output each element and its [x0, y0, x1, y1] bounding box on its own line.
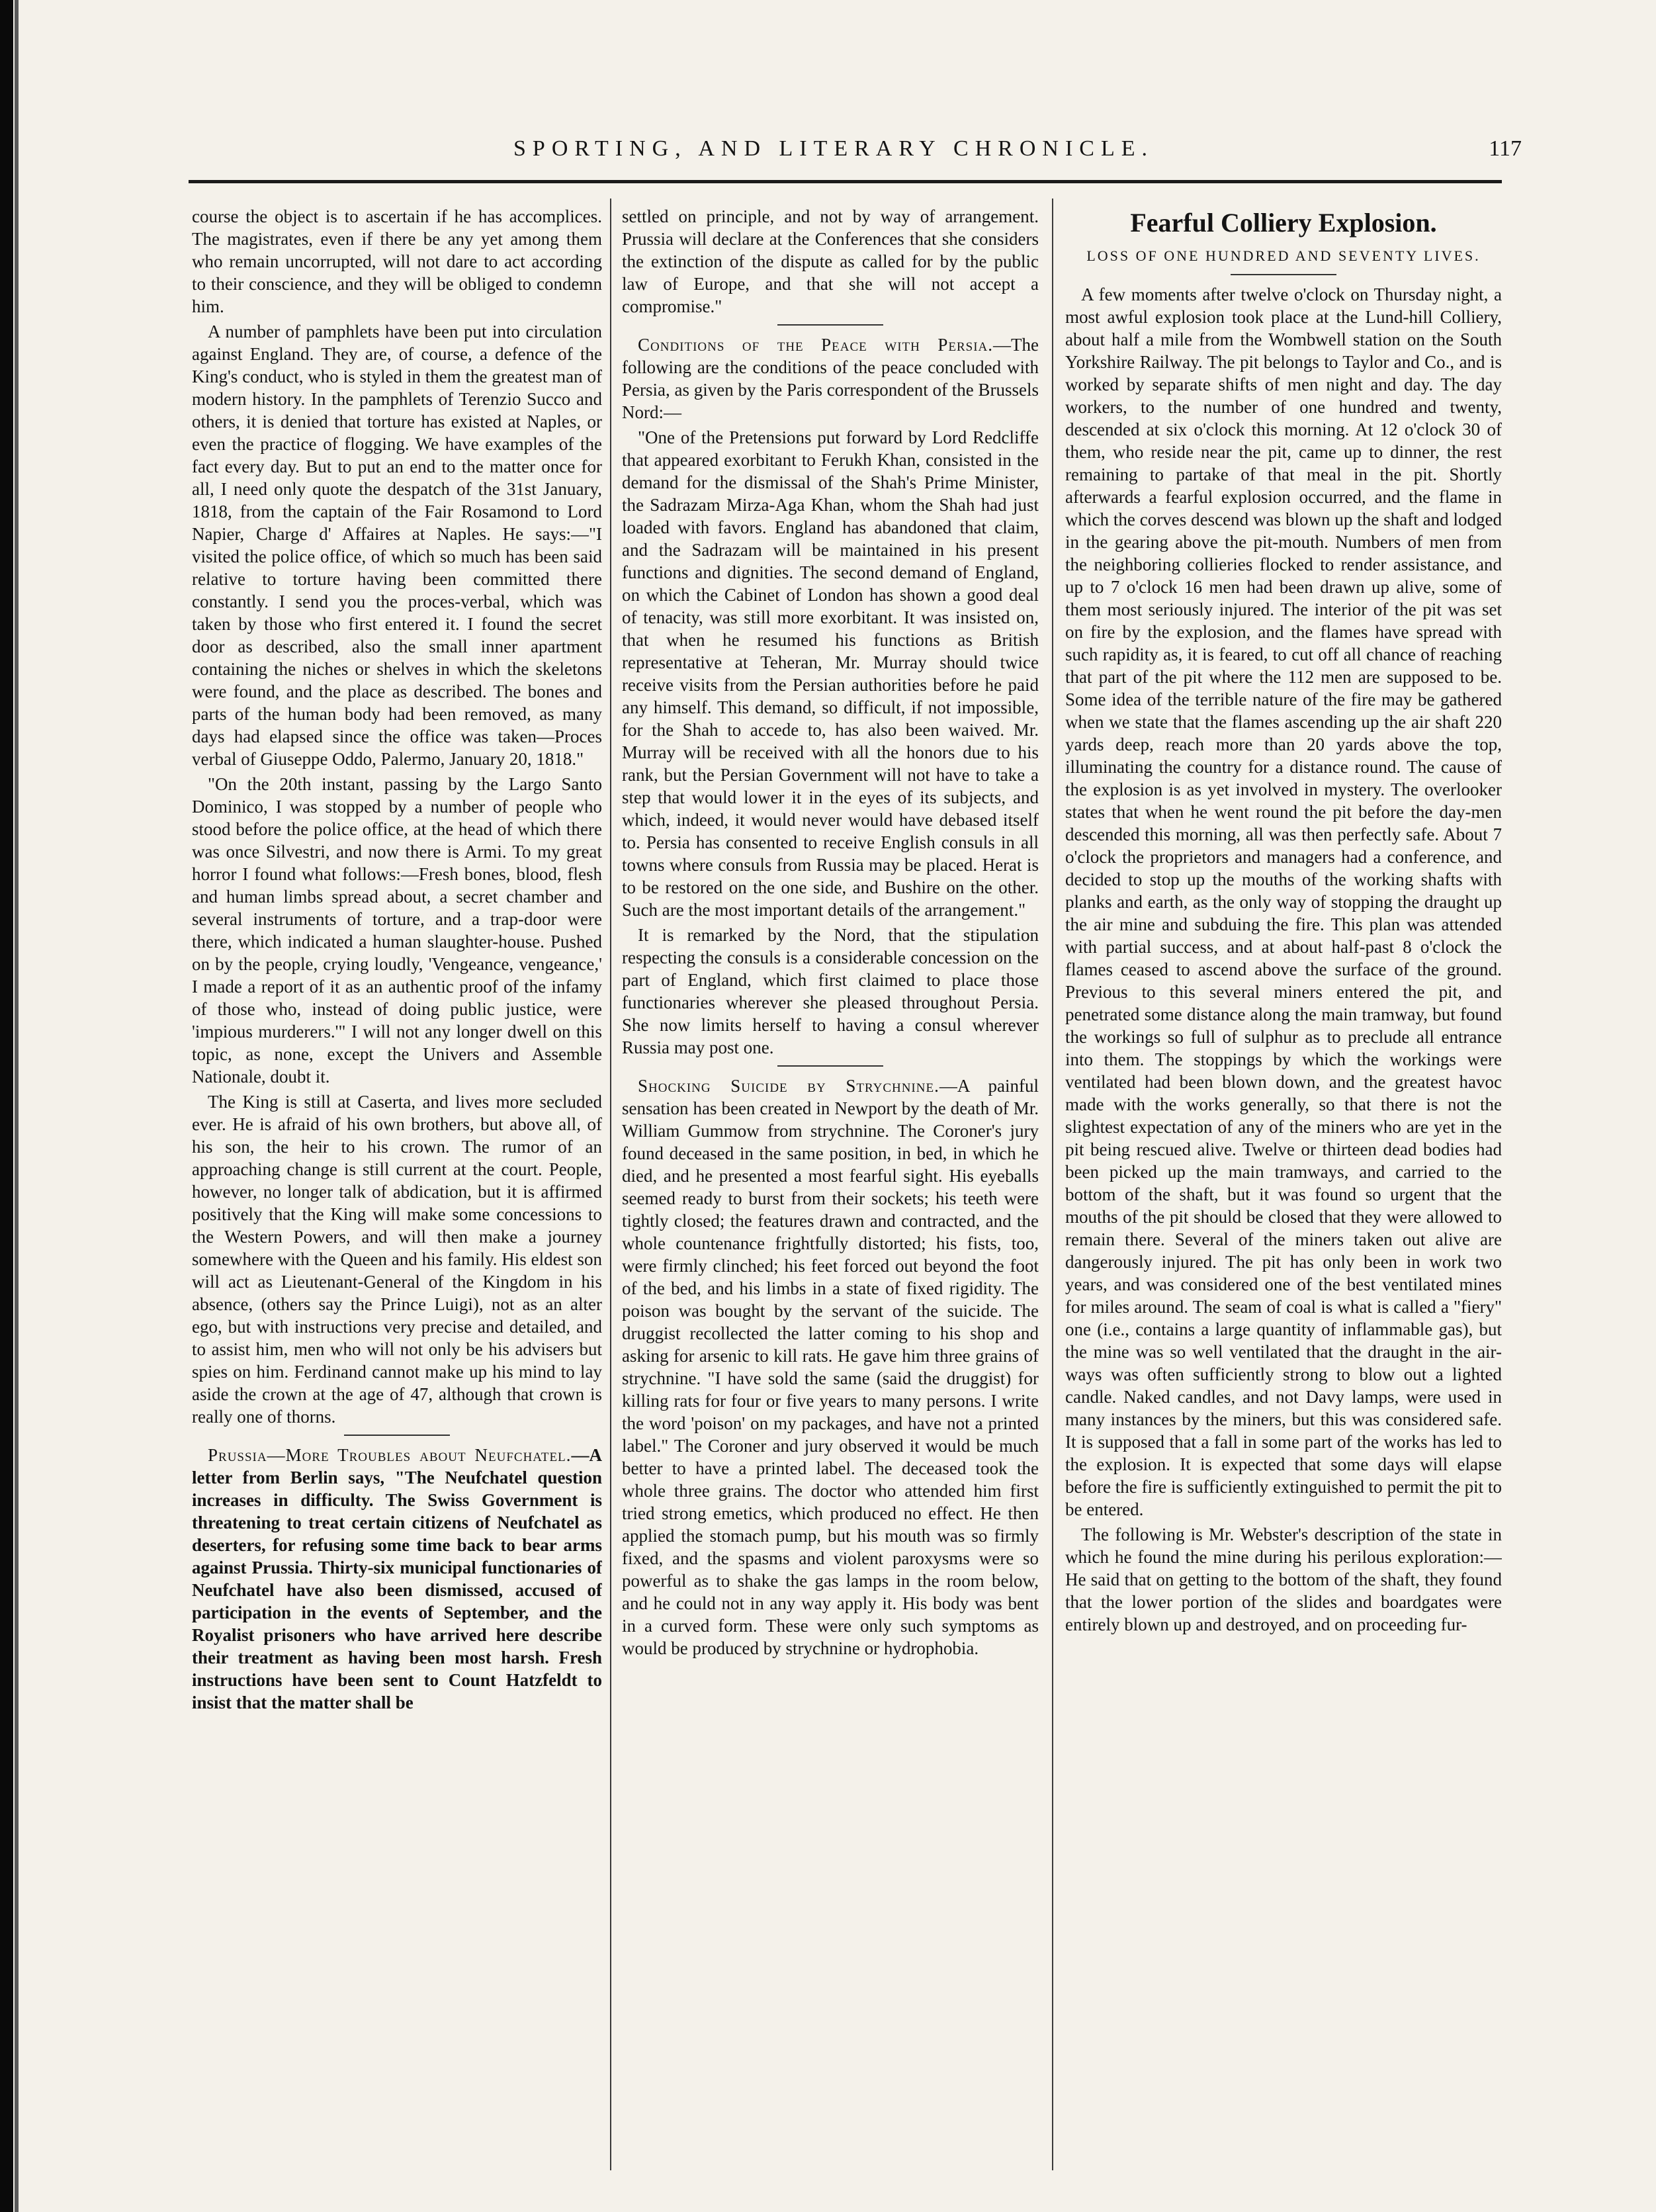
col1-paragraph-prussia [192, 1444, 602, 1714]
column-2 [622, 205, 1039, 2164]
col3-paragraph-1: A few moments after twelve o'clock on Thursday night, a most awful explosion took place at the Lund-hill Colliery, about half a mile from the Wombwell station on the South Yorkshire Railway. The pit belongs to Taylor and Co., and is worked by separate shifts of men night and day. The day workers, to the number of one hundred and twenty, descended at six o'clock this morning. At 12 o'clock 30 of them, who reside near the pit, came up to dinner, the rest remaining to partake of that meal in the pit. Shortly afterwards a fearful explosion occurred, and the flame in which the corves descend was blown up the shaft and lodged in the gearing above the pit-mouth. Numbers of men from the neighboring collieries flocked to render assistance, and up to 7 o'clock 16 men had been drawn up alive, some of them most seriously injured. The interior of the pit was set on fire by the explosion, and the flames have spread with such rapidity as, it is feared, to cut off all chance of reaching that part of the pit where the 112 men are supposed to be. Some idea of the terrible nature of the fire may be gathered when we state that the flames ascending up the air shaft 220 yards deep, reach more than 20 yards above the top, illuminating the country for a distance round. The cause of the explosion is as yet involved in mystery. The overlooker states that when he went round the pit before the day-men descended this morning, all was then perfectly safe. About 7 o'clock the proprietors and managers had a conference, and decided to stop up the mouths of the working shafts with planks and earth, as the only way of stopping the draught up the air mine and subduing the fire. This plan was attended with partial success, and at about half-past 8 o'clock the flames ceased to ascend above the surface of the ground. Previous to this several miners entered the pit, and penetrated some distance along the main tramway, but found the workings so full of sulphur as to preclude all entrance into them. The stoppings by which the workings were ventilated had been blown down, and the greatest havoc made with the works generally, so that there is not the slightest expectation of any of the miners who are yet in the pit being rescued alive. Twelve or thirteen dead bodies had been picked up the main tramways, and carried to the bottom of the shaft, but it was found so urgent that the mouths of the pit should be closed that they were allowed to remain there. Several of the miners taken out alive are dangerously injured. The pit has only been in work two years, and was considered one of the best ventilated mines for miles around. The seam of coal is what is called a "fiery" one (i.e., contains a large quantity of inflammable gas), but the mine was so well ventilated that the draught in the air-ways was often sufficiently strong to blow out a lighted candle. Naked candles, and not Davy lamps, were used in many instances by the miners, but this was considered safe. It is supposed that a fall in some part of the works has led to the explosion. It is expected that some days will elapse before the fire is sufficiently extinguished to permit the pit to be entered. [1065, 285, 1502, 1519]
section-separator [1231, 274, 1336, 275]
section-separator [777, 324, 883, 326]
col1-paragraph-4: The King is still at Caserta, and lives more secluded ever. He is afraid of his own brothers, but above all, of his son, the heir to his crown. The rumor of an approaching change is still current at the court. People, however, no longer talk of abdication, but it is affirmed positively that the King will make some concessions to the Western Powers, and will then make a journey somewhere with the Queen and his family. His eldest son will act as Lieutenant-General of the Kingdom in his absence, (others say the Prince Luigi), not as an alter ego, but with instructions very precise and detailed, and to assist him, men who will not only be his advisers but spies on him. Ferdinand cannot make up his mind to lay aside the crown at the age of 47, although that crown is really one of thorns. [192, 1092, 602, 1427]
col1-paragraph-2: A number of pamphlets have been put into circulation against England. They are, of course, a defence of the King's conduct, who is styled in them the greatest man of modern history. In the pamphlets of Terenzio Succo and others, it is denied that torture has existed at Naples, or even the practice of flogging. We have examples of the fact every day. But to put an end to the matter once for all, I need only quote the despatch of the 31st January, 1818, from the captain of the Fair Rosamond to Lord Napier, Charge d' Affaires at Naples. He says:—"I visited the police office, of which so much has been said relative to torture having been committed there constantly. I send you the proces-verbal, which was taken by those who first entered it. I found the secret door as described, also the small inner apartment containing the niches or shelves in which the skeletons were found, and the place as described. The bones and parts of the human body had been removed, as many days had elapsed since the office was taken—Proces verbal of Giuseppe Oddo, Palermo, January 20, 1818." [192, 322, 602, 769]
persia-heading: Conditions of the Peace with Persia. [638, 335, 994, 355]
col1-paragraph-3: "On the 20th instant, passing by the Largo Santo Dominico, I was stopped by a number of people who stood before the police office, at the head of which there was once Silvestri, and now there is Armi. To my great horror I found what follows:—Fresh bones, blood, flesh and human limbs spread about, a secret chamber and several instruments of torture, and a trap-door were there, which indicated a human slaughter-house. Pushed on by the people, crying loudly, 'Vengeance, vengeance,' I made a report of it as an authentic proof of the infamy of those who, instead of doing public justice, were 'impious murderers.'" I will not any longer dwell on this topic, as none, except the Univers and Assemble Nationale, doubt it. [192, 774, 602, 1086]
scan-edge-bar [0, 0, 13, 2212]
section-separator [777, 1065, 883, 1067]
col2-paragraph-suicide [622, 1075, 1039, 1659]
colliery-headline: Fearful Colliery Explosion. [1130, 208, 1437, 238]
col2-paragraph-4: It is remarked by the Nord, that the stipulation respecting the consuls is a considerable concession on the part of England, which first claimed to place those functionaries wherever she pleased throughout Persia. She now limits herself to having a consul wherever Russia may post one. [622, 925, 1039, 1057]
col2-paragraph-3: "One of the Pretensions put forward by Lord Redcliffe that appeared exorbitant to Ferukh Khan, consisted in the demand for the dismissal of the Shah's Prime Minister, the Sadrazam Mirza-Aga Khan, whom the Shah had just loaded with favors. England has abandoned that claim, and the Sadrazam will be maintained in his present functions and dignities. The second demand of England, on which the Cabinet of London has shown a good deal of tenacity, was still more exorbitant. It was insisted on, that when he resumed his functions as British representative at Teheran, Mr. Murray should twice receive visits from the Persian authorities before he paid any himself. This demand, so difficult, if not impossible, for the Shah to accede to, has also been waived. Mr. Murray will be received with all the honors due to his rank, but the Persian Government will not have to take a step that would lower it in the eyes of its subjects, and which, indeed, it would never would have debased itself to. Persia has consented to receive English consuls in all towns where consuls from Russia may be placed. Herat is to be restored on the one side, and Bushire on the other. Such are the most important details of the arrangement." [622, 427, 1039, 920]
column-rule-2 [1052, 199, 1053, 2170]
col2-paragraph-1: settled on principle, and not by way of arrangement. Prussia will declare at the Conferences that she considers the extinction of the dispute as called for by the public law of Europe, and that she will not accept a compromise." [622, 206, 1039, 316]
prussia-heading: Prussia—More Troubles about Neufchatel. [208, 1445, 572, 1465]
prussia-text: —A letter from Berlin says, "The Neufchatel question increases in difficulty. The Swiss Government is threatening to treat certain citizens of Neufchatel as deserters, for refusing some time back to bear arms against Prussia. Thirty-six municipal functionaries of Neufchatel have also been dismissed, accused of participation in the events of September, and the Royalist prisoners who have arrived here describe their treatment as having been most harsh. Fresh instructions have been sent to Count Hatzfeldt to insist that the matter shall be [192, 1445, 602, 1712]
column-1 [192, 205, 602, 2164]
page-number: 117 [1489, 136, 1522, 161]
column-rule-1 [610, 199, 611, 2170]
col1-paragraph-1: course the object is to ascertain if he has accomplices. The magistrates, even if there be any yet among them who remain uncorrupted, will not dare to act according to their conscience, and they will be obliged to condemn him. [192, 206, 602, 316]
suicide-heading: Shocking Suicide by Strychnine. [638, 1076, 939, 1096]
column-3 [1065, 205, 1502, 2164]
suicide-text: —A painful sensation has been created in Newport by the death of Mr. William Gummow from strychnine. The Coroner's jury found deceased in the same position, in bed, in which he died, and he presented a most fearful sight. His eyeballs seemed ready to burst from their sockets; his teeth were tightly closed; the features drawn and contracted, and the whole countenance frightfully distorted; his fists, too, were firmly clinched; his feet forced out beyond the foot of the bed, and his limbs in a state of fixed rigidity. The poison was bought by the servant of the suicide. The druggist recollected the latter coming to his shop and asking for arsenic to kill rats. He gave him three grains of strychnine. "I have sold the same (said the druggist) for killing rats for four or five years to many persons. I write the word 'poison' on my packages, and have not a printed label." The Coroner and jury observed it would be much better to have a printed label. The deceased took the whole three grains. The doctor who attended him first tried strong emetics, which produced no effect. He then applied the stomach pump, but his mouth was so firmly fixed, and the spasms and violent paroxysms were so powerful as to shake the gas lamps in the room below, and he could not in any way apply it. His body was bent in a curved form. These were only such symptoms as would be produced by strychnine or hydrophobia. [622, 1076, 1039, 1658]
running-title: SPORTING, AND LITERARY CHRONICLE. [513, 136, 1154, 161]
persia-intro: —The following are the conditions of the peace concluded with Persia, as given by the Paris correspondent of the Brussels Nord:— [622, 335, 1039, 422]
header-rule [189, 180, 1502, 183]
col3-paragraph-2: The following is Mr. Webster's description of the state in which he found the mine during his perilous exploration:—He said that on getting to the bottom of the shaft, they found that the lower portion of the slides and boardgates were entirely blown up and destroyed, and on proceeding fur- [1065, 1525, 1502, 1634]
page-header [146, 132, 1522, 172]
section-separator [344, 1435, 450, 1436]
colliery-subhead: LOSS OF ONE HUNDRED AND SEVENTY LIVES. [1086, 247, 1481, 264]
scan-edge-shadow [15, 0, 19, 2212]
col2-paragraph-persia [622, 333, 1039, 423]
